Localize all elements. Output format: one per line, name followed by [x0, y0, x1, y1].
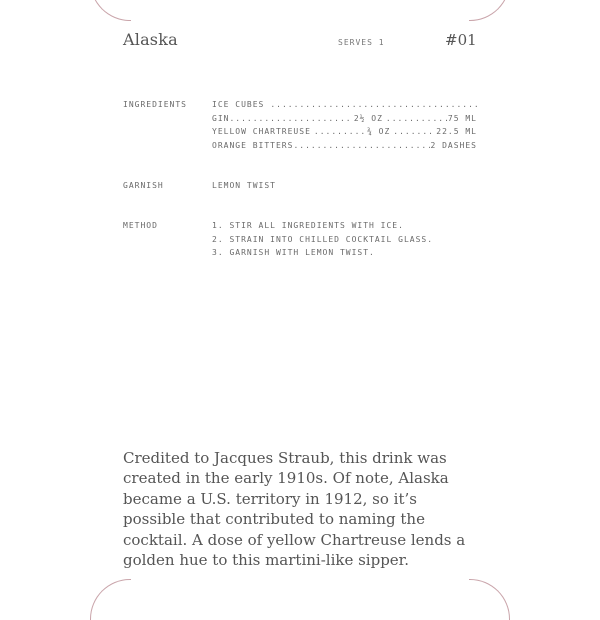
method-steps: [212, 219, 477, 260]
card-corner-top-left: [90, 0, 131, 21]
leader-dots: [229, 112, 350, 126]
garnish-label: GARNISH: [123, 181, 164, 190]
ingredients-list: [212, 98, 477, 152]
method-step: 3. GARNISH WITH LEMON TWIST.: [212, 248, 375, 257]
ingredient-metric: 75 ML: [447, 113, 477, 123]
leader-dots: [270, 98, 477, 112]
leader-dots: [314, 125, 364, 139]
ingredient-name: ORANGE BITTERS: [212, 140, 294, 150]
ingredient-row: [212, 139, 477, 153]
card-corner-top-right: [469, 0, 510, 21]
method-step: 2. STRAIN INTO CHILLED COCKTAIL GLASS.: [212, 234, 434, 244]
cocktail-title: Alaska: [123, 30, 178, 49]
ingredient-row: [212, 125, 477, 139]
ingredient-name: ICE CUBES: [212, 100, 265, 109]
description-paragraph: Credited to Jacques Straub, this drink was created in the early 1910s. Of note, Alaska became a U.S. territory in 1912, so it’s possible that contributed to naming the cocktail. A dose of yellow Chartreuse lends a golden hue to this martini-like sipper.: [123, 449, 466, 570]
recipe-number: #01: [445, 31, 477, 49]
ingredient-metric: 22.5 ML: [436, 127, 477, 136]
method-label: METHOD: [123, 221, 158, 230]
ingredient-name: GIN: [212, 113, 230, 123]
ingredient-amount: 2½ OZ: [353, 113, 383, 123]
ingredient-row: [212, 98, 477, 112]
method-step: 1. STIR ALL INGREDIENTS WITH ICE.: [212, 221, 404, 230]
garnish-value: LEMON TWIST: [212, 181, 276, 190]
leader-dots: [393, 125, 433, 139]
leader-dots: [293, 139, 430, 153]
ingredient-metric: 2 DASHES: [430, 140, 477, 150]
ingredient-row: [212, 112, 477, 126]
ingredient-name: YELLOW CHARTREUSE: [212, 127, 311, 136]
serves-label: SERVES 1: [338, 38, 385, 47]
ingredient-amount: ¾ OZ: [367, 127, 391, 136]
ingredients-label: INGREDIENTS: [123, 100, 187, 109]
leader-dots: [386, 112, 448, 126]
